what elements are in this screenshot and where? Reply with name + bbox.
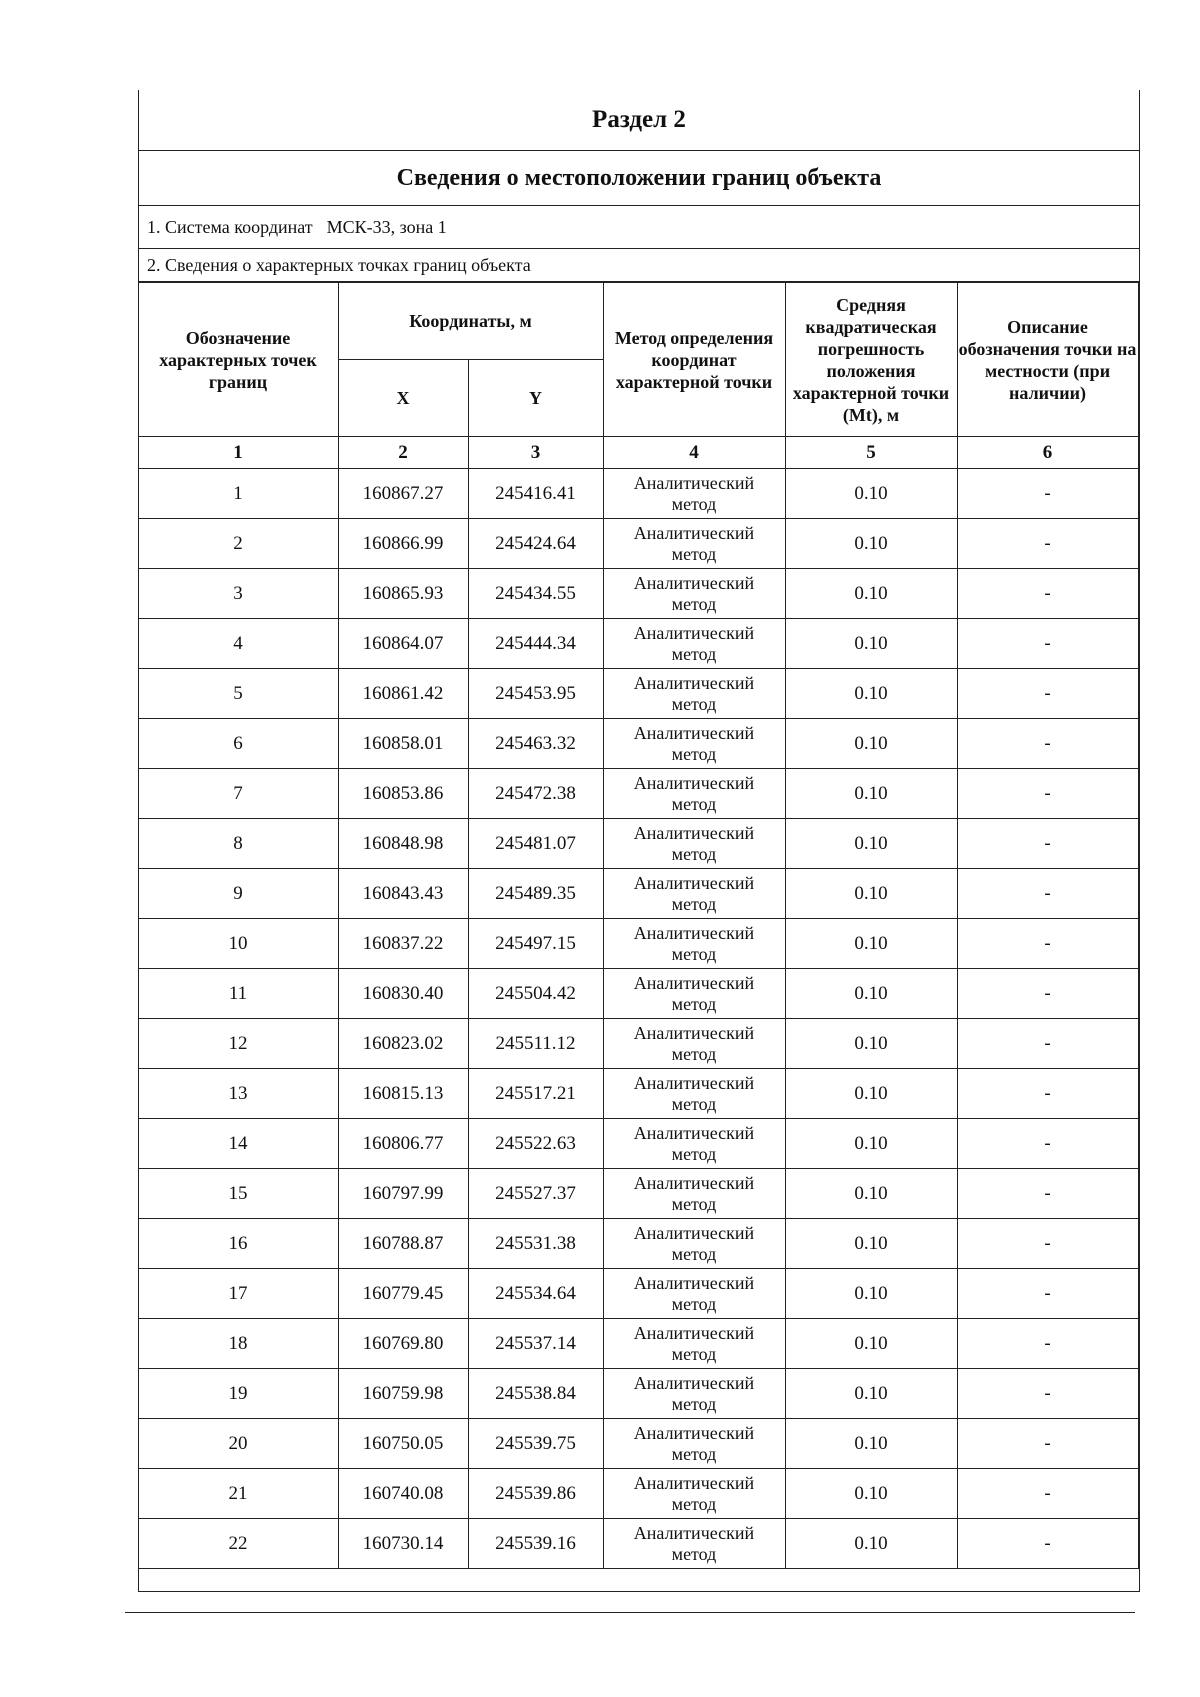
method-cell xyxy=(603,569,785,619)
error-cell: 0.10 xyxy=(785,869,957,919)
table-footer-space xyxy=(139,1569,1139,1592)
description-cell: - xyxy=(957,1319,1138,1369)
y-coordinate-cell: 245481.07 xyxy=(468,819,603,869)
column-number: 6 xyxy=(957,437,1138,469)
table-row xyxy=(138,669,1138,719)
method-line-1: Аналитический xyxy=(633,1023,755,1043)
method-line-1: Аналитический xyxy=(633,1523,755,1543)
error-cell: 0.10 xyxy=(785,1069,957,1119)
point-number-cell: 14 xyxy=(138,1119,338,1169)
description-cell: - xyxy=(957,1469,1138,1519)
method-cell xyxy=(603,1019,785,1069)
table-row xyxy=(138,619,1138,669)
y-coordinate-cell: 245517.21 xyxy=(468,1069,603,1119)
method-line-1: Аналитический xyxy=(633,523,755,543)
x-coordinate-cell: 160769.80 xyxy=(338,1319,468,1369)
y-coordinate-cell: 245539.86 xyxy=(468,1469,603,1519)
method-line-2: метод xyxy=(671,644,717,664)
error-cell: 0.10 xyxy=(785,1469,957,1519)
header-coordinates: Координаты, м xyxy=(338,283,603,360)
y-coordinate-cell: 245527.37 xyxy=(468,1169,603,1219)
points-table xyxy=(138,282,1139,1569)
column-numbers-row xyxy=(138,437,1138,469)
x-coordinate-cell: 160848.98 xyxy=(338,819,468,869)
table-row xyxy=(138,1019,1138,1069)
method-line-1: Аналитический xyxy=(633,1423,755,1443)
header-error: Средняя квадратическая погрешность положения характерной точки (Mt), м xyxy=(785,283,957,437)
header-x: X xyxy=(338,360,468,437)
method-cell xyxy=(603,919,785,969)
method-cell xyxy=(603,719,785,769)
column-number: 1 xyxy=(138,437,338,469)
point-number-cell: 22 xyxy=(138,1519,338,1569)
method-line-1: Аналитический xyxy=(633,673,755,693)
error-cell: 0.10 xyxy=(785,1519,957,1569)
coordinate-system-row xyxy=(139,206,1139,249)
x-coordinate-cell: 160843.43 xyxy=(338,869,468,919)
error-cell: 0.10 xyxy=(785,669,957,719)
error-cell: 0.10 xyxy=(785,1219,957,1269)
point-number-cell: 9 xyxy=(138,869,338,919)
y-coordinate-cell: 245504.42 xyxy=(468,969,603,1019)
table-row xyxy=(138,519,1138,569)
method-line-1: Аналитический xyxy=(633,873,755,893)
method-cell xyxy=(603,1519,785,1569)
description-cell: - xyxy=(957,1019,1138,1069)
point-number-cell: 11 xyxy=(138,969,338,1019)
method-cell xyxy=(603,1419,785,1469)
description-cell: - xyxy=(957,819,1138,869)
method-cell xyxy=(603,1219,785,1269)
method-line-2: метод xyxy=(671,1044,717,1064)
method-cell xyxy=(603,519,785,569)
table-row xyxy=(138,719,1138,769)
error-cell: 0.10 xyxy=(785,769,957,819)
point-number-cell: 7 xyxy=(138,769,338,819)
description-cell: - xyxy=(957,919,1138,969)
method-cell xyxy=(603,769,785,819)
table-row xyxy=(138,1469,1138,1519)
header-description: Описание обозначения точки на местности (при наличии) xyxy=(957,283,1138,437)
method-line-1: Аналитический xyxy=(633,1323,755,1343)
point-number-cell: 15 xyxy=(138,1169,338,1219)
table-row xyxy=(138,1069,1138,1119)
description-cell: - xyxy=(957,1069,1138,1119)
x-coordinate-cell: 160861.42 xyxy=(338,669,468,719)
method-line-2: метод xyxy=(671,494,717,514)
error-cell: 0.10 xyxy=(785,1269,957,1319)
x-coordinate-cell: 160830.40 xyxy=(338,969,468,1019)
table-row xyxy=(138,1519,1138,1569)
x-coordinate-cell: 160858.01 xyxy=(338,719,468,769)
description-cell: - xyxy=(957,519,1138,569)
table-row xyxy=(138,469,1138,519)
method-line-1: Аналитический xyxy=(633,573,755,593)
x-coordinate-cell: 160806.77 xyxy=(338,1119,468,1169)
coordinate-system-value: МСК-33, зона 1 xyxy=(326,216,447,237)
point-number-cell: 5 xyxy=(138,669,338,719)
y-coordinate-cell: 245453.95 xyxy=(468,669,603,719)
description-cell: - xyxy=(957,1119,1138,1169)
description-cell: - xyxy=(957,969,1138,1019)
point-number-cell: 13 xyxy=(138,1069,338,1119)
x-coordinate-cell: 160750.05 xyxy=(338,1419,468,1469)
y-coordinate-cell: 245424.64 xyxy=(468,519,603,569)
method-cell xyxy=(603,1269,785,1319)
method-line-2: метод xyxy=(671,1444,717,1464)
point-number-cell: 17 xyxy=(138,1269,338,1319)
method-line-1: Аналитический xyxy=(633,1073,755,1093)
y-coordinate-cell: 245416.41 xyxy=(468,469,603,519)
method-line-1: Аналитический xyxy=(633,1223,755,1243)
method-line-1: Аналитический xyxy=(633,1173,755,1193)
method-line-2: метод xyxy=(671,794,717,814)
y-coordinate-cell: 245538.84 xyxy=(468,1369,603,1419)
y-coordinate-cell: 245511.12 xyxy=(468,1019,603,1069)
section-title: Раздел 2 xyxy=(139,90,1139,151)
x-coordinate-cell: 160837.22 xyxy=(338,919,468,969)
description-cell: - xyxy=(957,869,1138,919)
points-heading: 2. Сведения о характерных точках границ объекта xyxy=(139,249,1139,282)
x-coordinate-cell: 160797.99 xyxy=(338,1169,468,1219)
method-line-1: Аналитический xyxy=(633,823,755,843)
method-line-2: метод xyxy=(671,1544,717,1564)
point-number-cell: 1 xyxy=(138,469,338,519)
method-cell xyxy=(603,819,785,869)
method-line-1: Аналитический xyxy=(633,923,755,943)
description-cell: - xyxy=(957,1419,1138,1469)
column-number: 3 xyxy=(468,437,603,469)
error-cell: 0.10 xyxy=(785,819,957,869)
y-coordinate-cell: 245534.64 xyxy=(468,1269,603,1319)
point-number-cell: 4 xyxy=(138,619,338,669)
description-cell: - xyxy=(957,1169,1138,1219)
method-line-2: метод xyxy=(671,1394,717,1414)
method-line-1: Аналитический xyxy=(633,1123,755,1143)
description-cell: - xyxy=(957,1269,1138,1319)
method-line-2: метод xyxy=(671,694,717,714)
method-line-2: метод xyxy=(671,1344,717,1364)
point-number-cell: 2 xyxy=(138,519,338,569)
method-line-1: Аналитический xyxy=(633,973,755,993)
error-cell: 0.10 xyxy=(785,519,957,569)
method-line-1: Аналитический xyxy=(633,1373,755,1393)
error-cell: 0.10 xyxy=(785,1119,957,1169)
method-cell xyxy=(603,869,785,919)
method-line-2: метод xyxy=(671,844,717,864)
table-row xyxy=(138,919,1138,969)
y-coordinate-cell: 245444.34 xyxy=(468,619,603,669)
error-cell: 0.10 xyxy=(785,1019,957,1069)
error-cell: 0.10 xyxy=(785,569,957,619)
y-coordinate-cell: 245539.75 xyxy=(468,1419,603,1469)
table-body xyxy=(138,469,1138,1569)
table-row xyxy=(138,1369,1138,1419)
y-coordinate-cell: 245522.63 xyxy=(468,1119,603,1169)
method-line-2: метод xyxy=(671,544,717,564)
x-coordinate-cell: 160788.87 xyxy=(338,1219,468,1269)
method-line-1: Аналитический xyxy=(633,473,755,493)
header-method: Метод определения координат характерной точки xyxy=(603,283,785,437)
point-number-cell: 3 xyxy=(138,569,338,619)
method-line-2: метод xyxy=(671,744,717,764)
error-cell: 0.10 xyxy=(785,919,957,969)
y-coordinate-cell: 245531.38 xyxy=(468,1219,603,1269)
description-cell: - xyxy=(957,769,1138,819)
y-coordinate-cell: 245472.38 xyxy=(468,769,603,819)
method-cell xyxy=(603,1069,785,1119)
x-coordinate-cell: 160730.14 xyxy=(338,1519,468,1569)
x-coordinate-cell: 160865.93 xyxy=(338,569,468,619)
description-cell: - xyxy=(957,1369,1138,1419)
x-coordinate-cell: 160759.98 xyxy=(338,1369,468,1419)
error-cell: 0.10 xyxy=(785,1419,957,1469)
method-cell xyxy=(603,669,785,719)
point-number-cell: 18 xyxy=(138,1319,338,1369)
error-cell: 0.10 xyxy=(785,619,957,669)
method-line-2: метод xyxy=(671,994,717,1014)
description-cell: - xyxy=(957,469,1138,519)
method-line-2: метод xyxy=(671,1244,717,1264)
section-subtitle: Сведения о местоположении границ объекта xyxy=(139,151,1139,206)
description-cell: - xyxy=(957,669,1138,719)
header-designation: Обозначение характерных точек границ xyxy=(138,283,338,437)
description-cell: - xyxy=(957,619,1138,669)
table-row xyxy=(138,1169,1138,1219)
method-cell xyxy=(603,1169,785,1219)
method-cell xyxy=(603,619,785,669)
point-number-cell: 21 xyxy=(138,1469,338,1519)
x-coordinate-cell: 160867.27 xyxy=(338,469,468,519)
table-row xyxy=(138,819,1138,869)
x-coordinate-cell: 160864.07 xyxy=(338,619,468,669)
point-number-cell: 20 xyxy=(138,1419,338,1469)
error-cell: 0.10 xyxy=(785,1319,957,1369)
x-coordinate-cell: 160853.86 xyxy=(338,769,468,819)
y-coordinate-cell: 245539.16 xyxy=(468,1519,603,1569)
column-number: 2 xyxy=(338,437,468,469)
table-row xyxy=(138,1269,1138,1319)
method-line-1: Аналитический xyxy=(633,623,755,643)
method-line-2: метод xyxy=(671,1144,717,1164)
table-row xyxy=(138,869,1138,919)
description-cell: - xyxy=(957,569,1138,619)
table-header xyxy=(138,283,1138,469)
point-number-cell: 16 xyxy=(138,1219,338,1269)
point-number-cell: 12 xyxy=(138,1019,338,1069)
description-cell: - xyxy=(957,1219,1138,1269)
method-line-2: метод xyxy=(671,594,717,614)
table-row xyxy=(138,1119,1138,1169)
table-row xyxy=(138,569,1138,619)
x-coordinate-cell: 160866.99 xyxy=(338,519,468,569)
error-cell: 0.10 xyxy=(785,969,957,1019)
error-cell: 0.10 xyxy=(785,719,957,769)
y-coordinate-cell: 245434.55 xyxy=(468,569,603,619)
method-line-2: метод xyxy=(671,894,717,914)
method-cell xyxy=(603,469,785,519)
y-coordinate-cell: 245463.32 xyxy=(468,719,603,769)
error-cell: 0.10 xyxy=(785,1169,957,1219)
method-line-1: Аналитический xyxy=(633,1473,755,1493)
method-cell xyxy=(603,1369,785,1419)
y-coordinate-cell: 245537.14 xyxy=(468,1319,603,1369)
y-coordinate-cell: 245497.15 xyxy=(468,919,603,969)
section-frame xyxy=(138,90,1140,1592)
method-line-1: Аналитический xyxy=(633,723,755,743)
description-cell: - xyxy=(957,719,1138,769)
coordinate-system-label: 1. Система координат xyxy=(147,216,313,237)
point-number-cell: 6 xyxy=(138,719,338,769)
error-cell: 0.10 xyxy=(785,469,957,519)
method-cell xyxy=(603,969,785,1019)
table-row xyxy=(138,969,1138,1019)
column-number: 5 xyxy=(785,437,957,469)
point-number-cell: 19 xyxy=(138,1369,338,1419)
method-cell xyxy=(603,1119,785,1169)
method-line-1: Аналитический xyxy=(633,773,755,793)
point-number-cell: 8 xyxy=(138,819,338,869)
x-coordinate-cell: 160815.13 xyxy=(338,1069,468,1119)
x-coordinate-cell: 160823.02 xyxy=(338,1019,468,1069)
method-cell xyxy=(603,1319,785,1369)
column-number: 4 xyxy=(603,437,785,469)
error-cell: 0.10 xyxy=(785,1369,957,1419)
method-line-2: метод xyxy=(671,1494,717,1514)
description-cell: - xyxy=(957,1519,1138,1569)
method-line-2: метод xyxy=(671,1294,717,1314)
table-row xyxy=(138,1219,1138,1269)
method-line-2: метод xyxy=(671,944,717,964)
method-line-2: метод xyxy=(671,1094,717,1114)
point-number-cell: 10 xyxy=(138,919,338,969)
document-page xyxy=(138,90,1138,1592)
method-line-1: Аналитический xyxy=(633,1273,755,1293)
x-coordinate-cell: 160779.45 xyxy=(338,1269,468,1319)
table-row xyxy=(138,1419,1138,1469)
header-y: Y xyxy=(468,360,603,437)
table-row xyxy=(138,769,1138,819)
x-coordinate-cell: 160740.08 xyxy=(338,1469,468,1519)
y-coordinate-cell: 245489.35 xyxy=(468,869,603,919)
method-line-2: метод xyxy=(671,1194,717,1214)
page-bottom-rule xyxy=(125,1612,1135,1613)
method-cell xyxy=(603,1469,785,1519)
table-row xyxy=(138,1319,1138,1369)
